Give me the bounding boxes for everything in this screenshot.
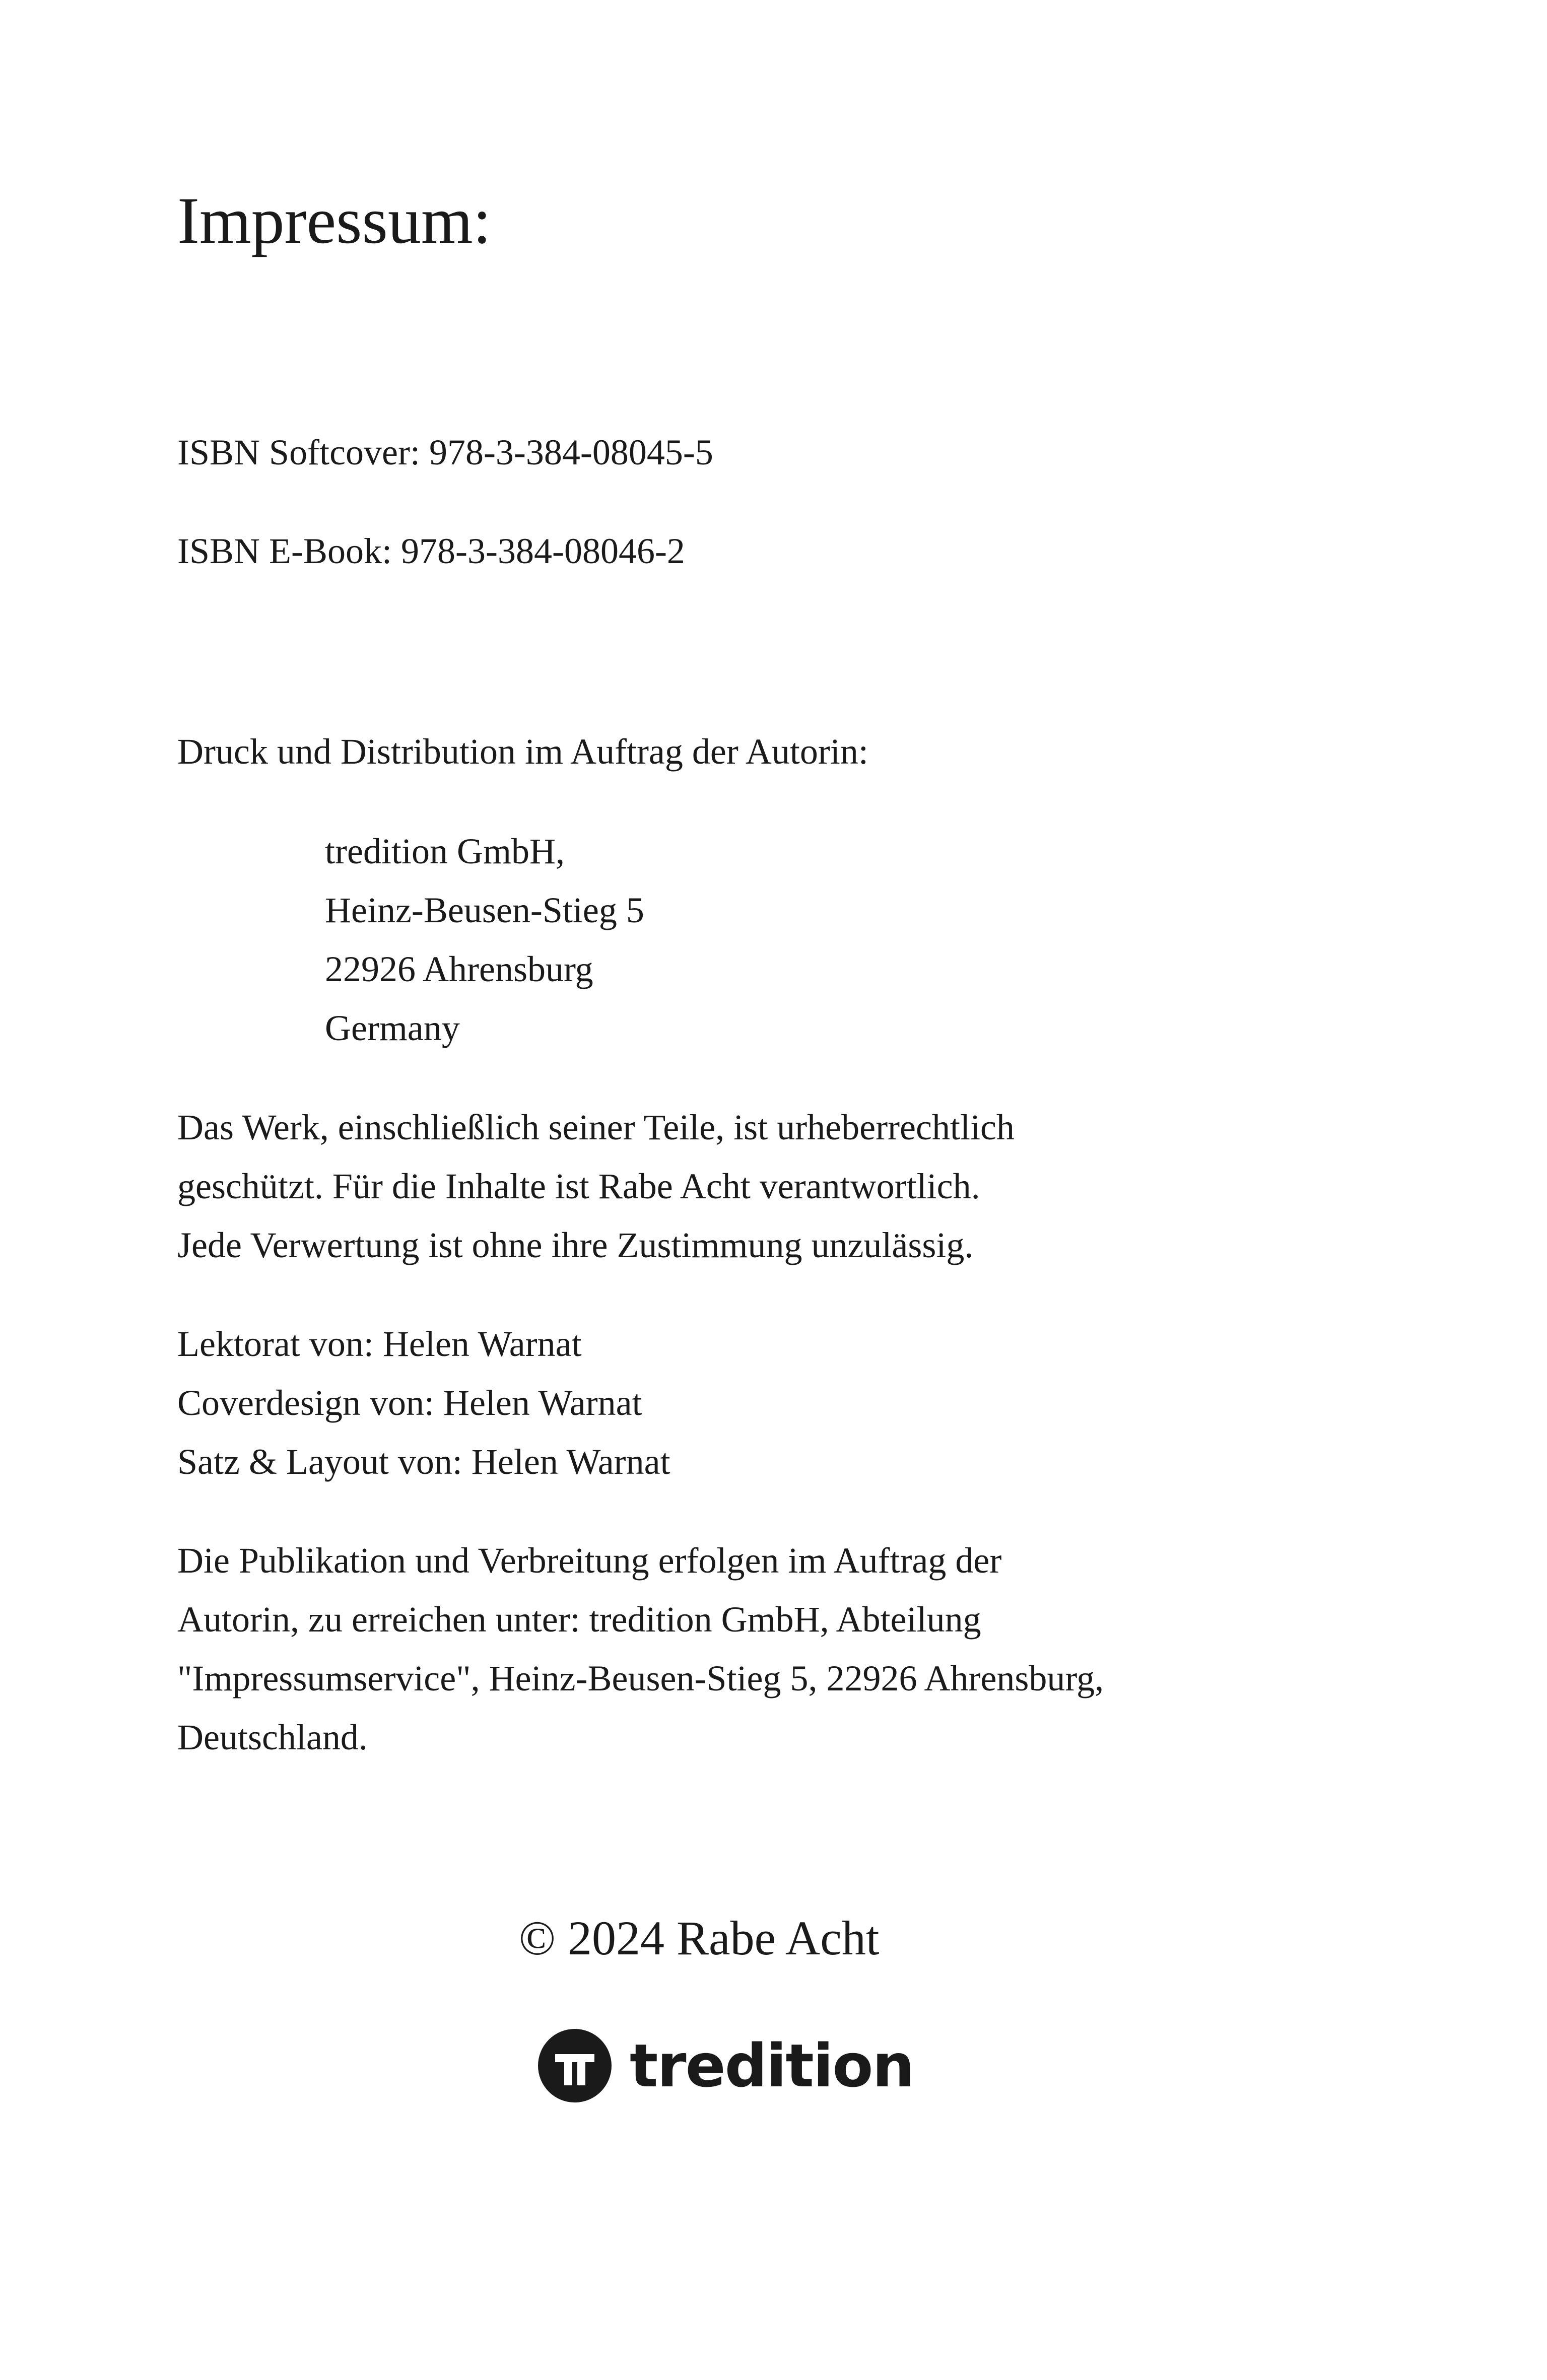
- notice-line: Das Werk, einschließlich seiner Teile, ist urheberrechtlich: [177, 1107, 1015, 1147]
- distribution-intro: Druck und Distribution im Auftrag der Autorin:: [177, 731, 868, 772]
- address-line: Germany: [325, 1008, 460, 1048]
- notice-line: Autorin, zu erreichen unter: tredition GmbH, Abteilung: [177, 1599, 981, 1640]
- tredition-logo-icon: [538, 2029, 612, 2102]
- publication-notice: [177, 1531, 1104, 1767]
- notice-line: Die Publikation und Verbreitung erfolgen im Auftrag der: [177, 1540, 1002, 1581]
- address-line: tredition GmbH,: [325, 831, 565, 871]
- credit-line: Lektorat von: Helen Warnat: [177, 1324, 582, 1364]
- isbn-ebook: ISBN E-Book: 978-3-384-08046-2: [177, 531, 685, 571]
- page-title: Impressum:: [177, 183, 492, 257]
- tredition-logo: [538, 2028, 913, 2103]
- credits: [177, 1315, 670, 1491]
- isbn-softcover: ISBN Softcover: 978-3-384-08045-5: [177, 432, 713, 472]
- copyright-line: © 2024 Rabe Acht: [519, 1911, 880, 1965]
- address-line: Heinz-Beusen-Stieg 5: [325, 890, 644, 930]
- address-line: 22926 Ahrensburg: [325, 949, 593, 989]
- notice-line: Jede Verwertung ist ohne ihre Zustimmung unzulässig.: [177, 1225, 974, 1265]
- credit-line: Coverdesign von: Helen Warnat: [177, 1383, 642, 1423]
- copyright-notice: [177, 1098, 1015, 1275]
- tredition-logo-text: tredition: [630, 2031, 914, 2100]
- notice-line: "Impressumservice", Heinz-Beusen-Stieg 5, 22926 Ahrensburg,: [177, 1658, 1104, 1698]
- publisher-address: [325, 822, 644, 1058]
- credit-line: Satz & Layout von: Helen Warnat: [177, 1442, 670, 1482]
- notice-line: Deutschland.: [177, 1717, 368, 1757]
- notice-line: geschützt. Für die Inhalte ist Rabe Acht verantwortlich.: [177, 1166, 980, 1206]
